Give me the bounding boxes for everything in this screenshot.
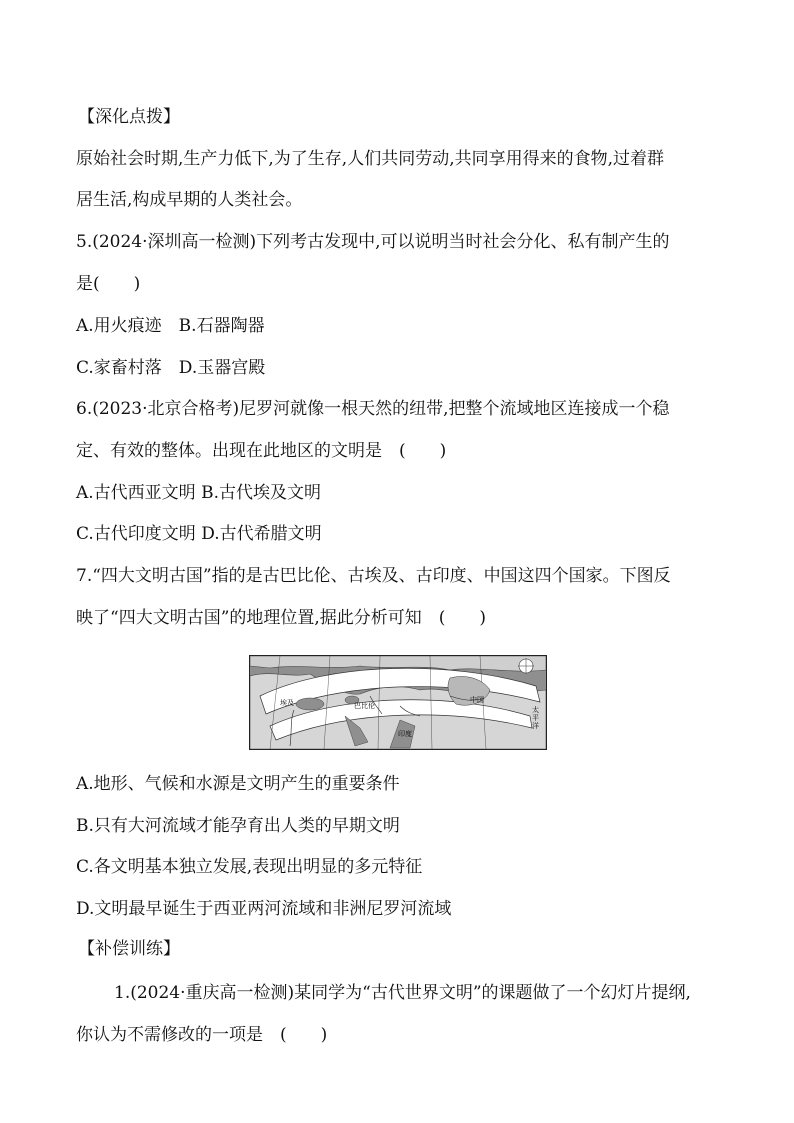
q5-stem-line-1: 5.(2024·深圳高一检测)下列考古发现中,可以说明当时社会分化、私有制产生的 <box>76 232 670 252</box>
explanation-line-2: 居生活,构成早期的人类社会。 <box>76 190 303 210</box>
b1-stem-line-1: 1.(2024·重庆高一检测)某同学为“古代世界文明”的课题做了一个幻灯片提纲, <box>114 983 691 1003</box>
b1-stem-line-2: 你认为不需修改的一项是 ( ) <box>76 1025 328 1045</box>
map-label-india: 印度 <box>398 730 412 738</box>
map-label-pacific: 太平洋 <box>532 706 539 730</box>
q5-options-ab: A.用火痕迹 B.石器陶器 <box>76 316 265 336</box>
map-label-babylon: 巴比伦 <box>354 702 375 710</box>
q7-stem-line-1: 7.“四大文明古国”指的是古巴比伦、古埃及、古印度、中国这四个国家。下图反 <box>76 566 671 586</box>
map-label-china: 中国 <box>470 696 484 704</box>
q7-option-d: D.文明最早诞生于西亚两河流域和非洲尼罗河流域 <box>76 899 452 919</box>
explanation-line-1: 原始社会时期,生产力低下,为了生存,人们共同劳动,共同享用得来的食物,过着群 <box>76 149 665 169</box>
q5-stem-line-2: 是( ) <box>76 274 141 294</box>
section-heading-deepen: 【深化点拨】 <box>78 107 180 127</box>
q6-stem-line-1: 6.(2023·北京合格考)尼罗河就像一根天然的纽带,把整个流域地区连接成一个稳 <box>76 399 670 419</box>
section-heading-supplement: 【补偿训练】 <box>78 939 180 959</box>
q7-option-c: C.各文明基本独立发展,表现出明显的多元特征 <box>76 857 423 877</box>
q6-options-cd: C.古代印度文明 D.古代希腊文明 <box>76 524 322 544</box>
q6-stem-line-2: 定、有效的整体。出现在此地区的文明是 ( ) <box>76 441 447 461</box>
q7-stem-line-2: 映了“四大文明古国”的地理位置,据此分析可知 ( ) <box>76 608 487 628</box>
q7-option-b: B.只有大河流域才能孕育出人类的早期文明 <box>76 816 400 836</box>
ancient-civilizations-map <box>249 655 547 750</box>
q7-option-a: A.地形、气候和水源是文明产生的重要条件 <box>76 774 400 794</box>
q6-options-ab: A.古代西亚文明 B.古代埃及文明 <box>76 483 321 503</box>
map-label-egypt: 埃及 <box>280 699 294 707</box>
q5-options-cd: C.家畜村落 D.玉器宫殿 <box>76 358 266 378</box>
